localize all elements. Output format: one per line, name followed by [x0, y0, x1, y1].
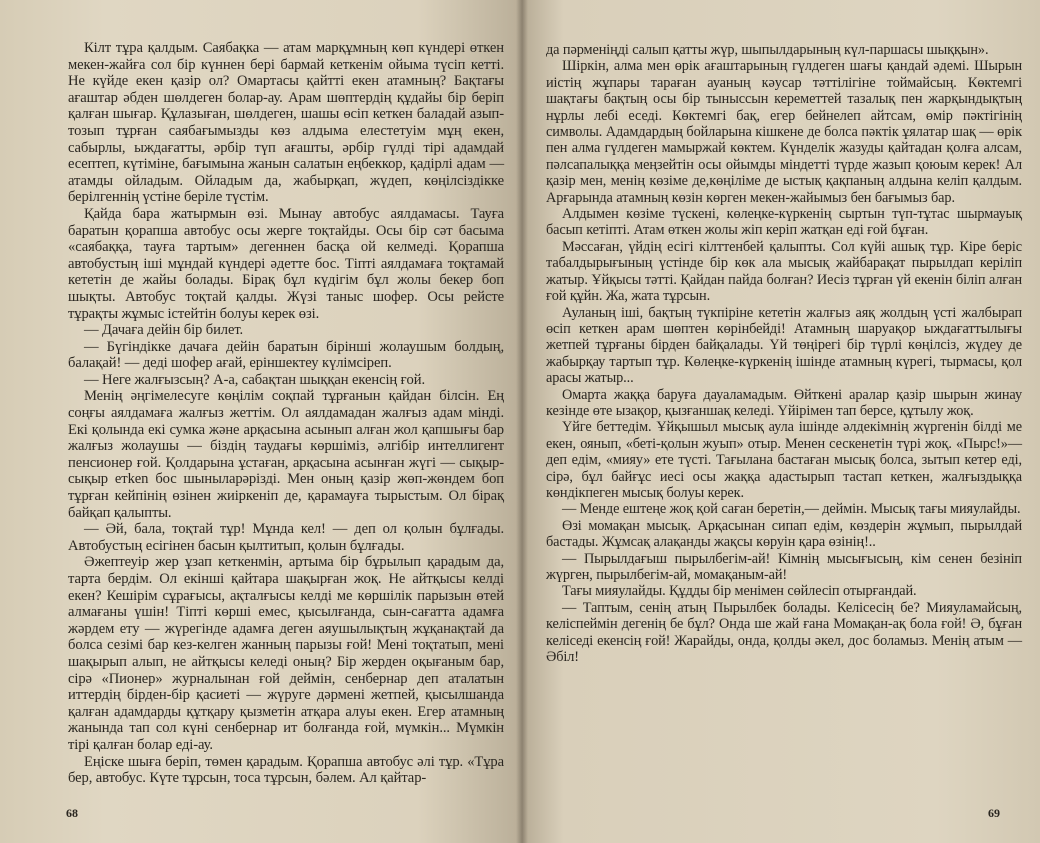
paragraph: Кілт тұра қалдым. Саябақка — атам марқұмның көп күндері өткен мекен-жайға сол бір күннен бері бармай кеткенім ойыма түсіп кетті. Не күйде екен қазір ол? Омартасы қайтті екен атамның? Бақтағы ағаштар әбден шөлдеген болар-ау. Арам шөптердің құдайы бір беріп қалған шығар. Құлазыған, шөлдеген, шашы өсіп кеткен баладай азып-тозып тұрған саябағымызды көз алдыма елестетуім мұң екен, сабырлы, ыждағатты, әрбір түп ағашты, әрбір гүлді тірі адамдай есептеп, күтіміне, бағымына жанын салатын еңбеккор, қадірлі адам — атамды ойладым. Ойладым да, жабырқап, жүдеп, көңілсіздікке берілгеннің үстіне беріле түстім. [68, 40, 504, 206]
page-number: 69 [988, 806, 1000, 820]
paragraph: Ауланың іші, бақтың түкпіріне кететін жалғыз аяқ жолдың үсті жалбырап өсіп кеткен арам шөптен көрінбейді! Атамның шаруақор ыждағаттылығы жетпей тұрғаны бірден байқалады. Үй төңірегі бір түрлі көңілсіз, жүдеу де жабырқау тартып тұр. Көлеңке-күркенің ішінде атамның күрегі, тырмасы, қол арасы жатыр... [546, 304, 1022, 387]
paragraph: Тағы мияулайды. Құдды бір менімен сөйлесіп отырғандай. [562, 583, 917, 600]
paragraph: Әжептеуір жер ұзап кеткенмін, артыма бір бұрылып қарадым да, тарта бердім. Ол екінші қайтара шақырған жоқ. Не айтқысы келді екен? Кешірім сұрағысы, ақталғысы келді ме көршілік парызын өтей алмағаны үшін! Тіпті көршi емес, қысылғанда, сын-сағатта адамға жәрдем ету — жүрегінде адамға деген аяушылықтың жұқанақтай да болса сезімі бар кез-келген жанның парызы ғой! Мені тоқтатып, мені шақырып алып, не айтқысы келеді оның? Бір жерден оқығаным бар, сірә «Пионер» журналынан ғой деймін, сенбернар деп аталатын иттердің бірден-бір қасиеті — жүруге дәрмені жетпей, қысылшанда қалған адамдарды құтқару қызметін атқара алуы екен. Егер атамның жанында тап сол күні сенбернар ит болғанда ғой, мүмкін... Мүмкін тірі қалған болар еді-ау. [68, 554, 504, 753]
dialogue-line: — Пырылдағыш пырылбегім-ай! Кімнің мысығысың, кім сенен безініп жүрген, пырылбегім-ай, момақаным-ай! [546, 550, 1022, 583]
dialogue-line: — Бүгіндікке дачаға дейін баратын бірінші жолаушым болдың, балақай! — деді шофер ағай, ерiншектеу күлімсіреп. [68, 338, 504, 372]
dialogue-line: — Дачаға дейін бір билет. [84, 322, 244, 339]
paragraph: Еңіске шыға беріп, төмен қарадым. Қорапша автобус әлі тұр. «Тұра бер, автобус. Күте тұрсын, тоса тұрсын, бәлем. Ал қайтар- [68, 753, 504, 787]
paragraph: Менің әңгімелесуге көңілім соқпай тұрғанын қайдан білсін. Ең соңғы аялдамаға жалғыз жеттім. Ол аялдамадан жалғыз адам мінді. Екі қолында екі сумка және арқасына асынып алған жол қапшығы бар жалғыз жолаушы — біздің таудағы көршіміз, әлгібір интеллигент пенсионер ғой. Қолдарына ұстаған, арқасына асынған жүгі — сықыр-сықыр етken бос шыныларәрізді. Мен оның қазір жөп-жөндем боп тұрған кейпінің өзінен жиіркеніп де, қарамауға тырыстым. Ол бірақ байқап қалыпты. [68, 388, 504, 521]
right-page [522, 0, 1040, 843]
paragraph: Үйге беттедім. Ұйқышыл мысық аула ішінде әлдекімнің жүргенін білді ме екен, оянып, «беті-қолын жуып» отыр. Менен сескенетін түрі жоқ. «Пырс!»— деп едім, «мияу» ете түсті. Тағылана бастаған мысық болса, зытып кетер еді, сірә, бұл байғұс иесі осы жаққа адастырып тастап кеткен, жалғыздыққа көндікпеген мысық болуы керек. [546, 419, 1022, 501]
page-number: 68 [66, 806, 78, 820]
paragraph: Шіркін, алма мен өрік ағаштарының гүлдеген шағы қандай әдемі. Шырын иістің жұпары тараған ауаның кәусар тәттілігіне тоймайсың. Көктемгі шақтағы бақтың осы бір тыныссын кереметтей тазалық пен жарқындықтың нұрлы лебі еседі. Көктемгі бақ, егер бейнелеп айтсам, өмір пәктігінің символы. Адамдардың бойларына кішкене де болса пәктік ұялатар шақ — өрік пен алма гүлдеген мамыржай көктем. Күнделік жазуды қайтадан қолға алсам, пәлсапалыққа меңзейтін осы ойымды міндетті түрде жазып қоюым керек! Ал қазір мен, менің көзіме де,көңіліме де ыстық қақпаның алдына келіп қалдым. Арғарында атамның көзін көрген мекен-жайымыз бен бағымыз бар. [546, 58, 1022, 206]
paragraph: Омарта жаққа баруға дауаламадым. Өйткені аралар қазір шырын жинау кезінде өте ызақор, қызғаншақ келеді. Үйірімен тап берсе, құтылу жоқ. [546, 386, 1022, 419]
paragraph: Алдымен көзіме түскені, көлеңке-күркенің сыртын түп-тұтас шырмауық басып кетіпті. Атам өткен жолы жіп керіп жатқан еді ғой бұған. [546, 206, 1022, 239]
paragraph: Қайда бара жатырмын өзі. Мынау автобус аялдамасы. Тауға баратын қорапша автобус осы жерге тоқтайды. Осы бір сәт басыма «саябаққа, тауға тартым» дегеннен басқа ой келмеді. Қорапша автобустың іші мұндай күндері әдетте бос. Тіпті аялдамаға тоқтамай кететін де жайы болады. Бірақ бұл күдігім бұл жолы бекер боп шықты. Автобус тоқтай қалды. Жүзі таныс шофер. Осы рейсте тұрақты жұмыс істейтін болуы керек өзі. [68, 205, 504, 322]
paragraph: Мәссаған, үйдің есігі кілттенбей қалыпты. Сол күйі ашық тұр. Кіре берic табалдырығының үстінде бір көк ала мысық жайбарақат пырылдап керіліп жатыр. Ұйқысы тәтті. Қайдан пайда болған? Иесіз тұрған үй екенін біліп алған ғой құйн. Жа, жата тұрсын. [546, 238, 1022, 305]
dialogue-line: — Менде ештеңе жоқ қой саған беретін,— деймін. Мысық тағы мияулайды. [562, 501, 1021, 518]
paragraph: да пәрменіңді салып қатты жүр, шыпылдарының күл-паршасы шыққын». [546, 42, 989, 58]
paragraph: Өзі момақан мысық. Арқасынан сипап едім, көздерін жұмып, пырылдай бастады. Жұмсақ алақанды жақсы көруін қара өзінің!.. [546, 517, 1022, 551]
dialogue-line: — Таптым, сенің атың Пырылбек болады. Келісесің бе? Мияуламайсың, келіспеймін дегенің бе бұл? Онда ше жай ғана Момақан-ақ бола ғой! Ә, бұған келіседі екенсің ғой! Жарайды, онда, қолды әкел, дос боламыз. Менің атым — Әбіл! [546, 599, 1022, 666]
dialogue-line: — Неге жалғызсың? А-а, сабақтан шыққан екенсің ғой. [84, 371, 425, 388]
dialogue-line: — Әй, бала, тоқтай тұр! Мұнда кел! — деп ол қолын бұлғады. Автобустың есігінен басын қылтитып, қолын бұлғады. [68, 521, 504, 554]
